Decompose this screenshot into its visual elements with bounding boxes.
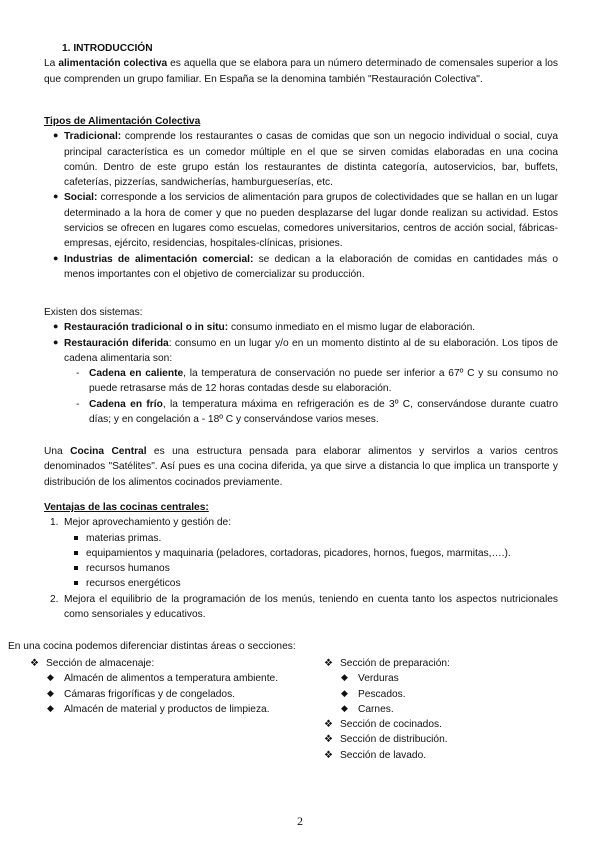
diamond-icon: ❖ xyxy=(324,734,333,746)
list-item: ● Social: corresponde a los servicios de alimentación para grupos de colectividades que se hallan en un lugar determinado a la hora de comer y que no pueden desplazarse del lugar donde realizan su actividad. Estos servicios se ofrecen en lugares como escuelas, comedores universitarios, centros de acción social, fábricas-empresas, ejército, residencias, hospitales-clínicas, prisiones. xyxy=(53,191,558,250)
ventajas-section xyxy=(44,500,558,622)
areas-left-column xyxy=(30,656,280,717)
list-item: ● Restauración diferida: consumo en un lugar y/o en un momento distinto al de su elaboración. Los tipos de cadena alimentaria son: xyxy=(53,336,558,364)
intro-section xyxy=(44,41,558,87)
cocina-central-paragraph: Una Cocina Central es una estructura pensada para elaborar alimentos y servirlos a varios centros denominados "Satélites". Así pues es una cocina diferida, ya que sirve a distancia lo que implica un transporte y distribución de los alimentos cocinados previamente. xyxy=(44,446,558,488)
section-item: ❖ Sección de distribución. xyxy=(324,734,448,746)
sistemas-intro: Existen dos sistemas: xyxy=(44,307,143,318)
bullet-icon: ● xyxy=(53,336,59,347)
square-list-item: equipamientos y maquinaria (peladores, cortadoras, picadores, hornos, fuegos, marmitas,….). xyxy=(44,546,558,561)
section-item: ❖ Sección de cocinados. xyxy=(324,719,442,731)
term-alimentacion-colectiva: alimentación colectiva xyxy=(58,58,168,70)
areas-right-column xyxy=(324,656,574,763)
numbered-item: 1. Mejor aprovechamiento y gestión de: xyxy=(50,517,232,529)
diamond-icon: ❖ xyxy=(30,658,39,669)
square-list-item: recursos energéticos xyxy=(44,576,558,591)
numbered-item: 2. Mejora el equilibrio de la programación de los menús, teniendo en cuenta tanto los aspectos nutricionales como sensoriales y educativos. xyxy=(50,593,558,621)
section-subitem: ◆ Almacén de alimentos a temperatura ambiente. xyxy=(47,672,279,685)
ventajas-heading: Ventajas de las cocinas centrales: xyxy=(44,502,209,513)
dash-icon: - xyxy=(76,368,80,380)
list-item: ● Industrias de alimentación comercial: se dedican a la elaboración de comidas en cantidades más o menos importantes con el objetivo de comercializar su producción. xyxy=(53,252,558,280)
filled-diamond-icon: ◆ xyxy=(341,687,348,698)
diamond-icon: ❖ xyxy=(324,658,333,669)
list-item: ● Restauración tradicional o in situ: consumo inmediato en el mismo lugar de elaboración. xyxy=(53,321,476,334)
section-subitem: ◆ Pescados. xyxy=(341,687,406,700)
section-item: ❖ Sección de lavado. xyxy=(324,749,427,761)
square-bullet-icon xyxy=(74,536,78,540)
tipos-section xyxy=(44,114,558,282)
list-item: ● Tradicional: comprende los restaurantes o casas de comidas que son un negocio individual o social, cuya principal característica es un comedor múltiple en el que se sirven comidas elaboradas en una cocina común. Dentro de este grupo están los restaurantes de distinta categoría, autoservicios, bar, buffets, cafeterías, pizzerías, sandwicherías, hamburgueserías, etc. xyxy=(53,130,558,189)
sistemas-section xyxy=(44,305,558,427)
sub-list-item: - Cadena en frío, la temperatura máxima en refrigeración es de 3º C, conservándose durante cuatro días; y en congelación a - 18º C y conservándose varios meses. xyxy=(76,398,558,426)
page-number: 2 xyxy=(297,814,303,828)
square-list-item: recursos humanos xyxy=(44,561,558,576)
bullet-icon: ● xyxy=(53,252,59,263)
section-subitem: ◆ Almacén de material y productos de limpieza. xyxy=(47,702,270,715)
bullet-icon: ● xyxy=(53,191,59,202)
square-bullet-icon xyxy=(74,551,78,555)
section-item: ❖ Sección de almacenaje: xyxy=(30,658,155,669)
section-item: ❖ Sección de preparación: xyxy=(324,658,450,669)
filled-diamond-icon: ◆ xyxy=(47,672,54,683)
filled-diamond-icon: ◆ xyxy=(47,702,54,713)
areas-intro: En una cocina podemos diferenciar distintas áreas o secciones: xyxy=(8,641,296,652)
bullet-icon: ● xyxy=(53,321,59,332)
bullet-icon: ● xyxy=(53,130,59,141)
filled-diamond-icon: ◆ xyxy=(341,702,348,713)
dash-icon: - xyxy=(76,398,80,410)
section-heading: 1. INTRODUCCIÓN xyxy=(62,43,153,54)
section-subitem: ◆ Carnes. xyxy=(341,702,394,715)
square-bullet-icon xyxy=(74,566,78,570)
diamond-icon: ❖ xyxy=(324,749,333,761)
intro-paragraph: La alimentación colectiva es aquella que se elabora para un número determinado de comensales superior a los que comprenden un grupo familiar. En España se la denomina también "Restauración Colectiva". xyxy=(44,58,558,85)
filled-diamond-icon: ◆ xyxy=(47,687,54,698)
section-subitem: ◆ Verduras xyxy=(341,672,399,685)
section-subitem: ◆ Cámaras frigoríficas y de congelados. xyxy=(47,687,236,700)
sub-list-item: - Cadena en caliente, la temperatura de conservación no puede ser inferior a 67º C y su consumo no puede retrasarse más de 12 horas contadas desde su elaboración. xyxy=(76,368,558,395)
diamond-icon: ❖ xyxy=(324,719,333,731)
square-list-item: materias primas. xyxy=(44,531,558,546)
filled-diamond-icon: ◆ xyxy=(341,672,348,683)
square-bullet-icon xyxy=(74,581,78,585)
tipos-heading: Tipos de Alimentación Colectiva xyxy=(44,116,201,127)
